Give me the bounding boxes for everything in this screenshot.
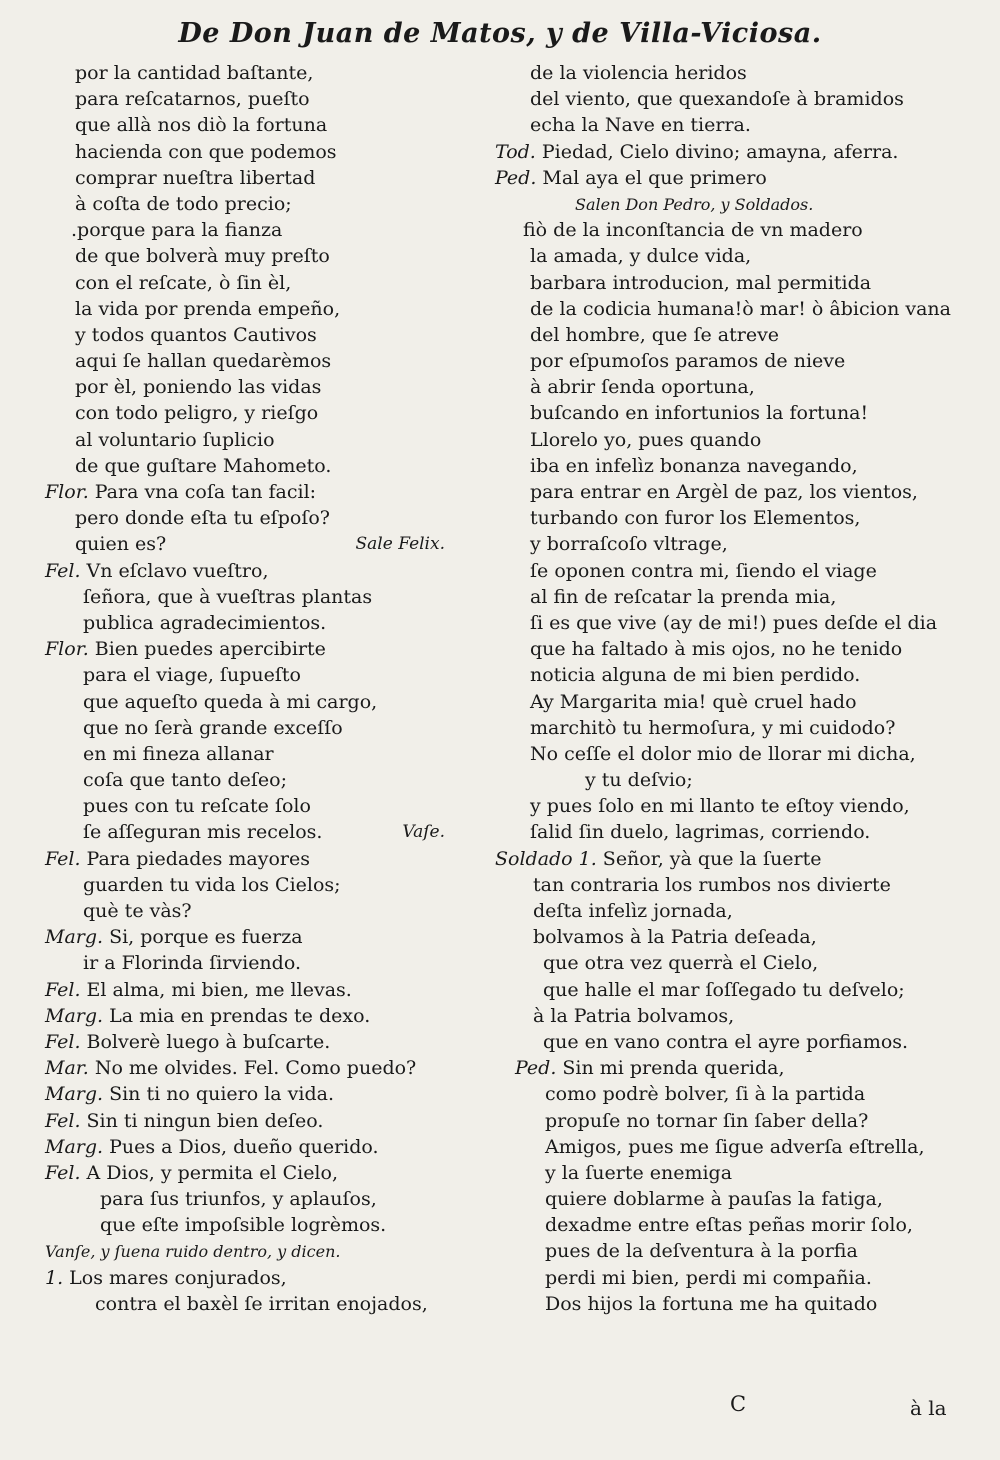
verse-text: para ſus triunfos, y aplauſos,	[100, 1188, 377, 1211]
verse-line	[45, 86, 485, 112]
verse-line	[495, 1265, 975, 1291]
verse-text: propuſe no tornar ſin ſaber della?	[545, 1109, 869, 1132]
verse-line	[45, 610, 485, 636]
verse-text: que otra vez querrà el Cielo,	[543, 952, 819, 975]
stage-direction: Vaſe.	[402, 822, 445, 843]
verse-line	[495, 584, 975, 610]
verse-line	[495, 60, 975, 86]
verse-text: Vn eſclavo vueſtro,	[86, 559, 269, 582]
speaker-label: Flor.	[45, 481, 89, 503]
verse-line	[45, 1003, 485, 1029]
verse-text: Mal aya el que primero	[542, 166, 767, 189]
verse-line	[45, 296, 485, 322]
verse-line	[495, 1212, 975, 1238]
verse-text: quiere doblarme à pauſas la fatiga,	[545, 1188, 883, 1211]
verse-text: publica agradecimientos.	[83, 611, 327, 634]
verse-text: ſalid ſin duelo, lagrimas, corriendo.	[530, 821, 871, 844]
speaker-label: Soldado 1.	[495, 847, 597, 870]
verse-text: y borraſcoſo vltrage,	[530, 533, 728, 556]
verse-line	[495, 558, 975, 584]
verse-line	[495, 531, 975, 557]
verse-line	[495, 243, 975, 269]
verse-line	[495, 610, 975, 636]
verse-text: A Dios, y permita el Cielo,	[86, 1161, 338, 1184]
verse-line	[495, 846, 975, 872]
verse-text: No ceſſe el dolor mio de llorar mi dicha,	[530, 742, 916, 765]
signature-mark: C	[730, 1392, 747, 1416]
verse-text: pero donde eſta tu eſpoſo?	[75, 507, 330, 530]
stage-direction: Sale Felix.	[355, 534, 445, 555]
verse-text: iba en infelìz bonanza navegando,	[530, 454, 858, 477]
stage-direction: Vanſe, y ſuena ruido dentro, y dicen.	[45, 1242, 341, 1262]
verse-text: Piedad, Cielo divino; amayna, aferra.	[541, 140, 899, 163]
verse-line	[45, 165, 485, 191]
verse-text: del viento, que quexandoſe à bramidos	[530, 88, 904, 111]
verse-text: Para piedades mayores	[86, 847, 310, 870]
verse-text: para entrar en Argèl de paz, los vientos,	[530, 481, 918, 503]
verse-line	[45, 977, 485, 1003]
verse-text: que aqueſto queda à mi cargo,	[83, 690, 378, 713]
verse-text: Amigos, pues me ſigue adverſa eſtrella,	[545, 1135, 925, 1158]
left-column	[45, 60, 485, 1317]
verse-text: que eſte impoſsible logrèmos.	[100, 1214, 387, 1237]
verse-line	[45, 950, 485, 976]
verse-text: y tu deſvio;	[585, 769, 693, 792]
speaker-label: Fel.	[45, 978, 81, 1001]
verse-text: Pues a Dios, dueño querido.	[109, 1135, 379, 1158]
verse-line	[495, 86, 975, 112]
verse-line	[495, 950, 975, 976]
verse-line	[45, 112, 485, 138]
verse-line	[45, 662, 485, 688]
verse-line	[45, 558, 485, 584]
verse-line	[495, 1003, 975, 1029]
verse-line	[45, 191, 485, 217]
verse-text: de la violencia heridos	[530, 62, 747, 84]
verse-text: que halle el mar ſoſſegado tu deſvelo;	[543, 978, 905, 1001]
verse-text: La mia en prendas te dexo.	[109, 1004, 371, 1027]
verse-line	[495, 1291, 975, 1317]
verse-text: Bien puedes apercibirte	[94, 638, 326, 661]
speaker-label: Fel.	[45, 1030, 81, 1053]
speaker-label: Marg.	[45, 1083, 104, 1106]
verse-line	[45, 636, 485, 662]
verse-text: de la codicia humana!ò mar! ò âbicion vana	[530, 297, 951, 320]
verse-text: marchitò tu hermoſura, y mi cuidodo?	[530, 716, 896, 739]
verse-text: fiò de la inconſtancia de vn madero	[523, 219, 863, 242]
verse-text: de que guſtare Mahometo.	[75, 454, 332, 477]
verse-text: ſe aſſeguran mis recelos.	[83, 821, 323, 844]
speaker-label: Marg.	[45, 1004, 104, 1027]
verse-line	[45, 872, 485, 898]
speaker-label: Ped.	[495, 166, 537, 189]
verse-line	[495, 479, 975, 505]
verse-text: quien es?	[75, 533, 167, 556]
verse-line	[495, 636, 975, 662]
verse-line	[45, 1238, 485, 1264]
verse-text: al voluntario ſuplicio	[75, 428, 275, 451]
verse-line	[495, 505, 975, 531]
verse-line	[45, 374, 485, 400]
verse-text: Sin ti ningun bien deſeo.	[86, 1109, 324, 1132]
verse-text: Llorelo yo, pues quando	[530, 428, 762, 451]
verse-line	[495, 1081, 975, 1107]
verse-line	[495, 715, 975, 741]
verse-line	[45, 715, 485, 741]
verse-text: y pues ſolo en mi llanto te eſtoy viendo,	[530, 795, 910, 818]
verse-line	[45, 1134, 485, 1160]
speaker-label: Marg.	[45, 926, 104, 949]
verse-line	[45, 1186, 485, 1212]
verse-line	[45, 348, 485, 374]
verse-line	[45, 139, 485, 165]
speaker-label: Fel.	[45, 1109, 81, 1132]
verse-line	[45, 1081, 485, 1107]
verse-text: con el reſcate, ò ſin èl,	[75, 271, 292, 294]
verse-text: Para vna coſa tan facil:	[94, 481, 317, 503]
verse-text: por eſpumoſos paramos de nieve	[530, 350, 846, 373]
verse-text: echa la Nave en tierra.	[530, 114, 751, 137]
verse-line	[45, 60, 485, 86]
right-column	[495, 60, 975, 1317]
verse-line	[45, 924, 485, 950]
verse-text: la amada, y dulce vida,	[530, 245, 752, 268]
verse-line	[45, 1055, 485, 1081]
verse-line	[495, 662, 975, 688]
verse-line	[495, 924, 975, 950]
verse-text: .porque para la fianza	[71, 219, 283, 242]
verse-line	[45, 689, 485, 715]
verse-text: Sin ti no quiero la vida.	[109, 1083, 334, 1106]
verse-text: por la cantidad baſtante,	[75, 62, 314, 84]
speaker-label: Ped.	[515, 1057, 557, 1080]
verse-text: ſi es que vive (ay de mi!) pues deſde el dia	[530, 611, 938, 634]
speaker-label: Flor.	[45, 638, 89, 661]
verse-text: que no ſerà grande exceſſo	[83, 716, 343, 739]
verse-text: Bolverè luego à buſcarte.	[86, 1030, 331, 1053]
verse-text: perdi mi bien, perdi mi compañia.	[545, 1266, 872, 1289]
verse-line	[45, 898, 485, 924]
verse-line	[495, 139, 975, 165]
speaker-label: Tod.	[495, 140, 536, 163]
verse-line	[495, 1134, 975, 1160]
verse-line	[495, 112, 975, 138]
verse-line	[495, 977, 975, 1003]
verse-text: en mi fineza allanar	[83, 742, 274, 765]
verse-text: la vida por prenda empeño,	[75, 297, 341, 320]
verse-text: pues de la deſventura à la porfia	[545, 1240, 858, 1263]
verse-line	[45, 1108, 485, 1134]
verse-text: por èl, poniendo las vidas	[75, 376, 322, 399]
verse-line	[495, 270, 975, 296]
verse-text: y la ſuerte enemiga	[545, 1161, 733, 1184]
verse-text: Los mares conjurados,	[69, 1266, 287, 1289]
verse-line	[495, 1186, 975, 1212]
verse-line	[45, 584, 485, 610]
verse-text: No me olvides. Fel. Como puedo?	[94, 1057, 417, 1080]
verse-text: bolvamos à la Patria deſeada,	[533, 926, 817, 949]
verse-text: deſta infelìz jornada,	[533, 900, 733, 922]
verse-text: ſeñora, que à vueſtras plantas	[83, 585, 373, 608]
verse-text: coſa que tanto deſeo;	[83, 769, 287, 792]
verse-line	[495, 296, 975, 322]
verse-text: turbando con furor los Elementos,	[530, 507, 861, 530]
verse-text: El alma, mi bien, me llevas.	[86, 978, 352, 1001]
verse-text: à abrir ſenda oportuna,	[530, 376, 755, 399]
verse-line	[495, 741, 975, 767]
stage-direction: Salen Don Pedro, y Soldados.	[575, 194, 814, 214]
verse-line	[495, 1108, 975, 1134]
verse-line	[495, 819, 975, 845]
verse-line	[495, 1160, 975, 1186]
verse-text: Si, porque es fuerza	[109, 926, 303, 949]
verse-line	[45, 427, 485, 453]
verse-line	[45, 741, 485, 767]
verse-text: barbara introducion, mal permitida	[530, 271, 872, 294]
verse-line	[45, 400, 485, 426]
verse-text: de que bolverà muy preſto	[75, 245, 330, 268]
verse-line	[495, 872, 975, 898]
verse-line	[495, 1055, 975, 1081]
verse-line	[45, 479, 485, 505]
verse-text: guarden tu vida los Cielos;	[83, 873, 341, 896]
verse-line	[495, 191, 975, 217]
verse-text: para reſcatarnos, pueſto	[75, 88, 310, 111]
verse-text: Sin mi prenda querida,	[562, 1057, 785, 1080]
verse-line	[45, 1160, 485, 1186]
verse-text: que en vano contra el ayre porfiamos.	[543, 1030, 909, 1053]
verse-text: como podrè bolver, ſi à la partida	[545, 1083, 866, 1106]
speaker-label: Fel.	[45, 847, 81, 870]
verse-line	[45, 793, 485, 819]
verse-line	[45, 819, 485, 845]
verse-line	[495, 165, 975, 191]
verse-line	[45, 243, 485, 269]
verse-line	[45, 505, 485, 531]
verse-text: ir a Florinda ſirviendo.	[83, 952, 301, 975]
verse-text: à coſta de todo precio;	[75, 192, 292, 215]
verse-text: contra el baxèl ſe irritan enojados,	[95, 1292, 428, 1315]
speaker-label: Mar.	[45, 1057, 89, 1080]
speaker-label: Fel.	[45, 1161, 81, 1184]
verse-line	[495, 427, 975, 453]
verse-text: Ay Margarita mia! què cruel hado	[530, 690, 857, 713]
verse-line	[45, 1029, 485, 1055]
verse-text: tan contraria los rumbos nos divierte	[533, 873, 891, 896]
speaker-label: 1.	[45, 1266, 64, 1289]
verse-text: para el viage, ſupueſto	[83, 664, 301, 687]
verse-line	[45, 1265, 485, 1291]
verse-text: que allà nos diò la fortuna	[75, 114, 328, 137]
verse-line	[495, 898, 975, 924]
verse-text: buſcando en infortunios la fortuna!	[530, 402, 869, 425]
verse-line	[495, 322, 975, 348]
verse-line	[495, 453, 975, 479]
verse-text: aqui ſe hallan quedarèmos	[75, 350, 332, 373]
verse-text: al fin de reſcatar la prenda mia,	[530, 585, 837, 608]
verse-line	[495, 348, 975, 374]
verse-text: con todo peligro, y rieſgo	[75, 402, 319, 425]
verse-text: à la Patria bolvamos,	[533, 1004, 735, 1027]
verse-text: Señor, yà que la ſuerte	[602, 847, 822, 870]
verse-line	[495, 767, 975, 793]
verse-text: Dos hijos la fortuna me ha quitado	[545, 1292, 878, 1315]
verse-text: que ha faltado à mis ojos, no he tenido	[530, 638, 903, 661]
verse-text: del hombre, que ſe atreve	[530, 323, 780, 346]
verse-line	[495, 689, 975, 715]
speaker-label: Fel.	[45, 559, 81, 582]
verse-text: noticia alguna de mi bien perdido.	[530, 664, 861, 687]
verse-line	[45, 217, 485, 243]
verse-text: y todos quantos Cautivos	[75, 323, 317, 346]
verse-line	[495, 793, 975, 819]
verse-line	[45, 846, 485, 872]
verse-text: pues con tu reſcate ſolo	[83, 795, 311, 818]
running-header: De Don Juan de Matos, y de Villa-Viciosa.	[178, 18, 822, 49]
verse-line	[45, 767, 485, 793]
verse-text: dexadme entre eſtas peñas morir ſolo,	[545, 1214, 913, 1237]
verse-text: comprar nueſtra libertad	[75, 166, 316, 189]
catchword: à la	[910, 1396, 947, 1420]
verse-line	[495, 217, 975, 243]
verse-line	[495, 1029, 975, 1055]
verse-line	[45, 1291, 485, 1317]
verse-line	[45, 453, 485, 479]
verse-line	[495, 400, 975, 426]
verse-line	[495, 374, 975, 400]
verse-line	[45, 1212, 485, 1238]
speaker-label: Marg.	[45, 1135, 104, 1158]
verse-text: què te vàs?	[83, 900, 192, 922]
verse-line	[45, 531, 485, 557]
verse-text: ſe oponen contra mi, ſiendo el viage	[530, 559, 877, 582]
verse-line	[45, 322, 485, 348]
verse-text: hacienda con que podemos	[75, 140, 337, 163]
verse-line	[45, 270, 485, 296]
verse-line	[495, 1238, 975, 1264]
